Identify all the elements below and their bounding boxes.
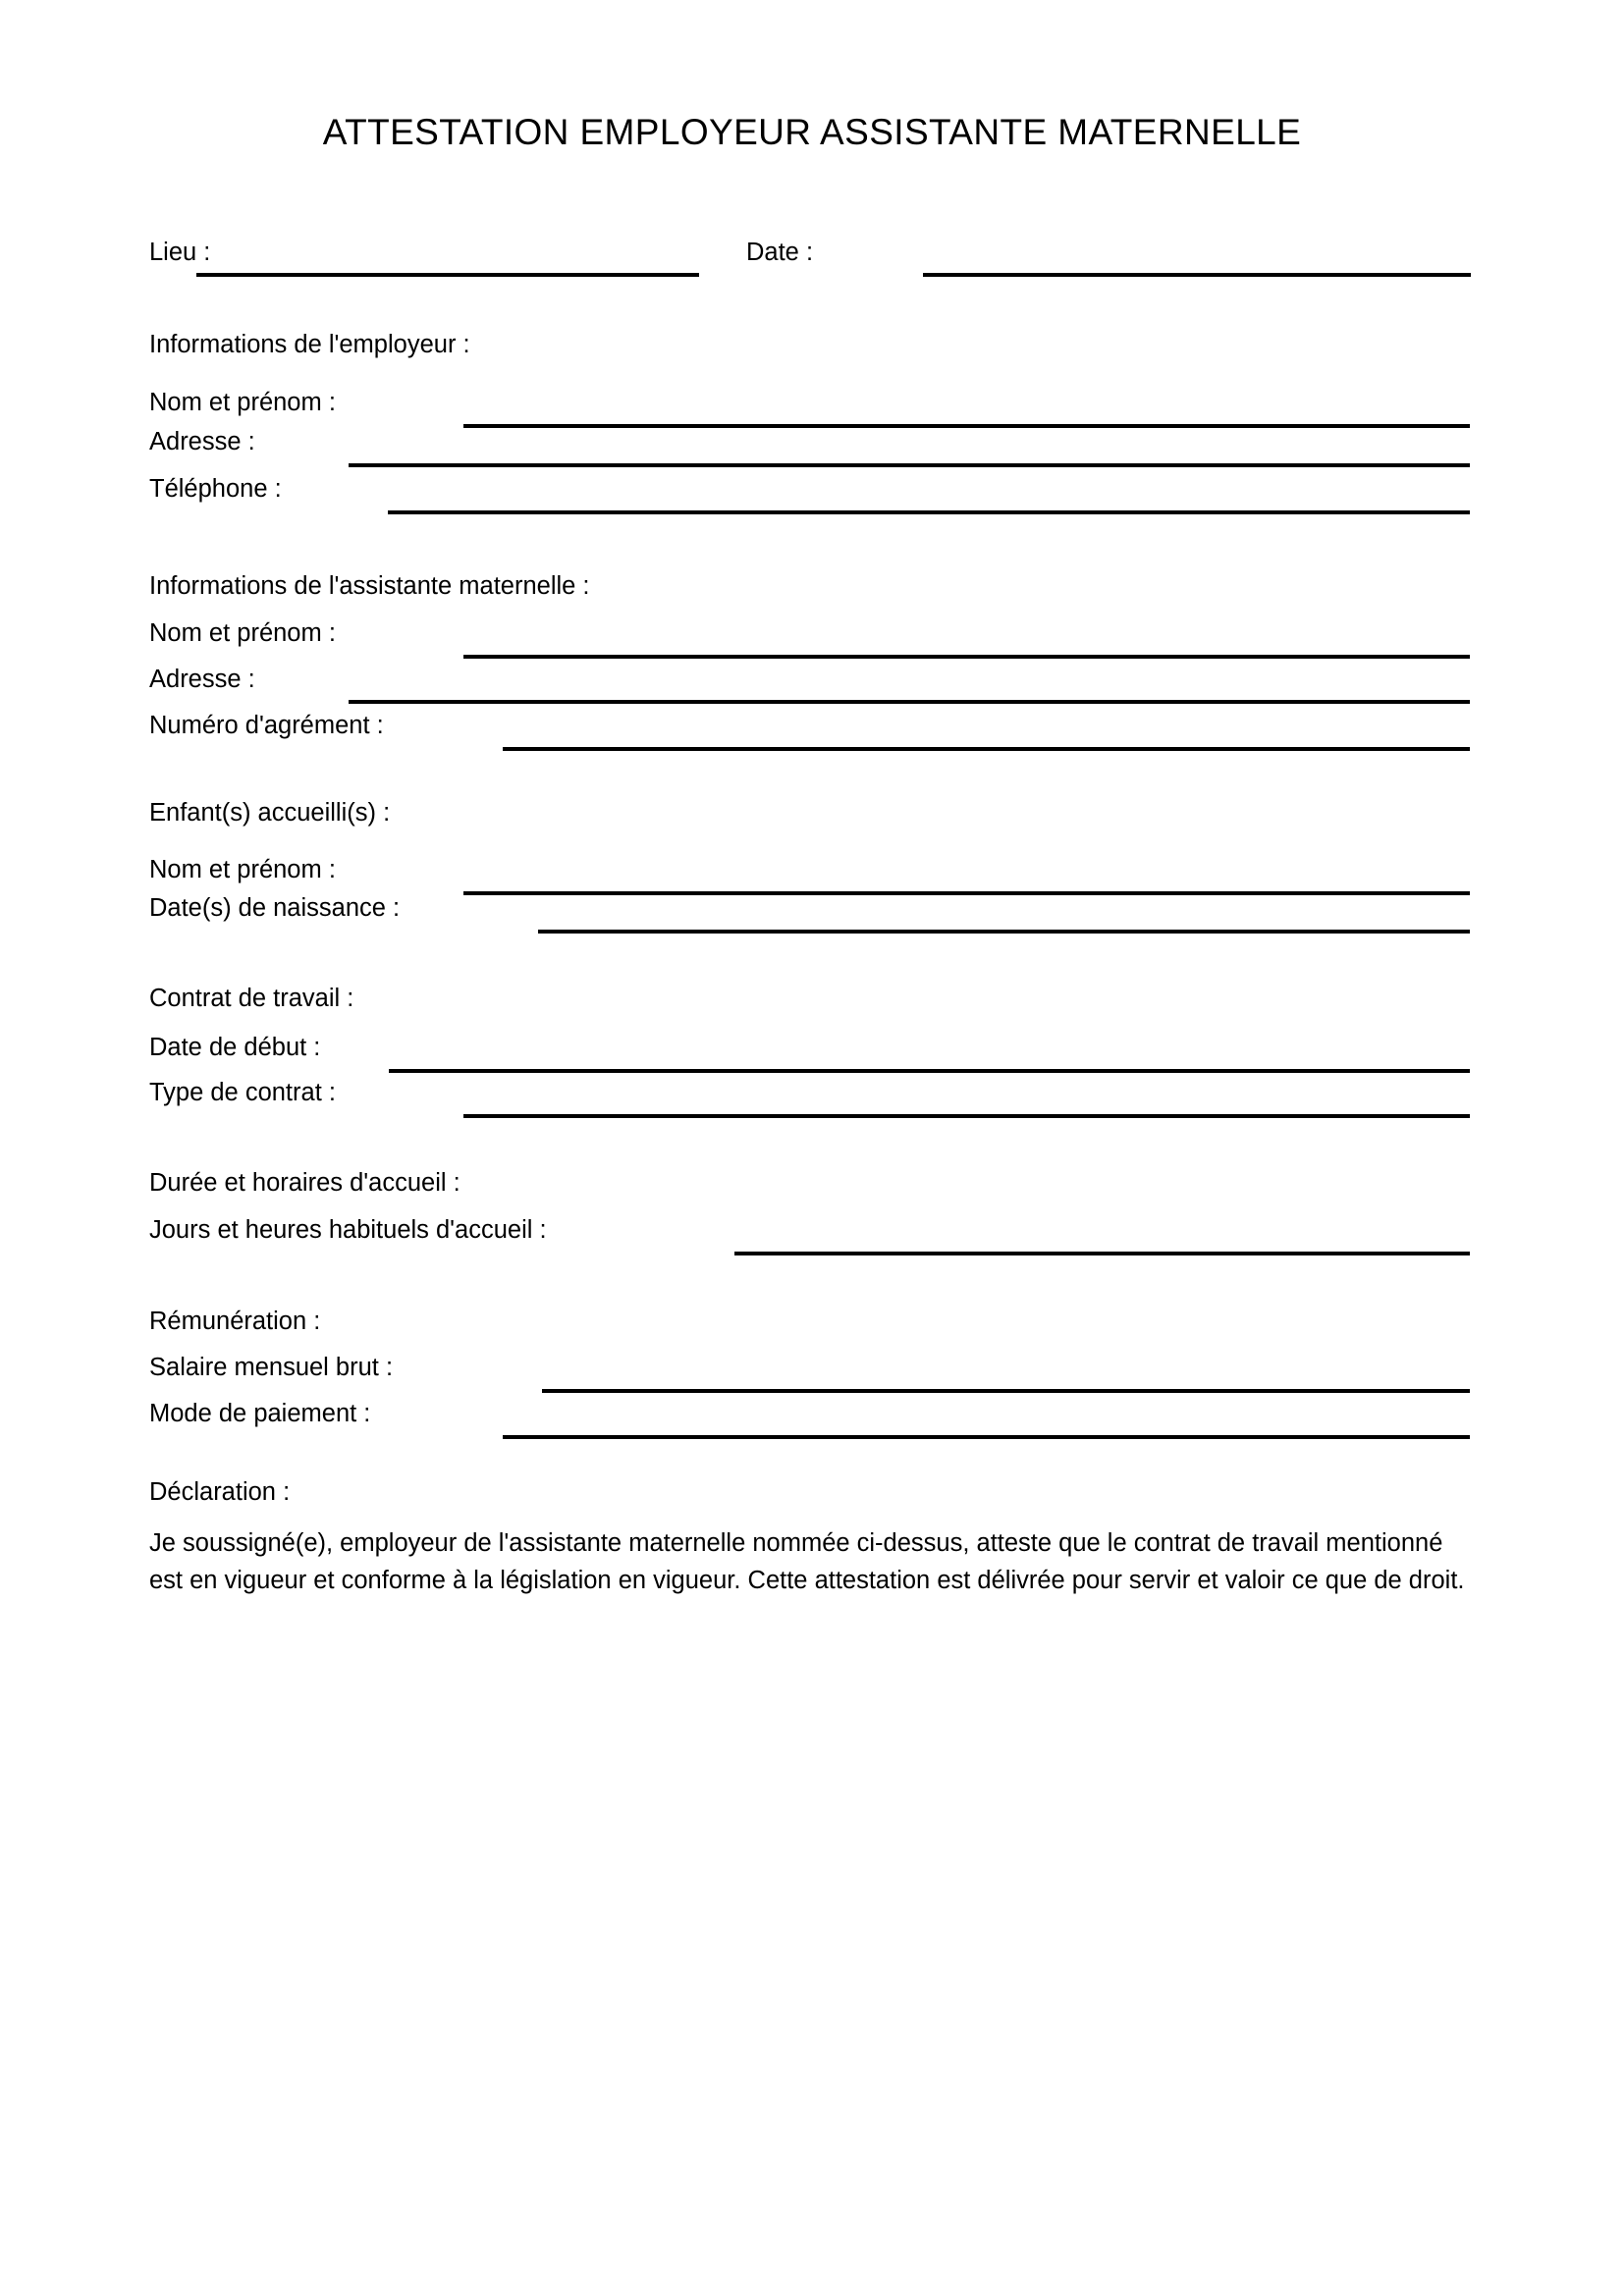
field-contract-type-rule[interactable] — [463, 1114, 1470, 1118]
section-heading-children: Enfant(s) accueilli(s) : — [149, 799, 391, 827]
declaration-paragraph: Je soussigné(e), employeur de l'assistante maternelle nommée ci-dessus, atteste que le contrat de travail mentionné est en vigueur et conforme à la législation en vigueur. Cette attestation est délivrée pour servir et valoir ce que de droit. — [149, 1529, 1465, 1594]
section-heading-declaration: Déclaration : — [149, 1478, 291, 1506]
field-usual-days-hours-rule[interactable] — [734, 1252, 1470, 1255]
field-childminder-approval-number-rule[interactable] — [503, 747, 1470, 751]
field-lieu-input-rule[interactable] — [196, 273, 699, 277]
label-childminder-name: Nom et prénom : — [149, 619, 336, 647]
page-title: ATTESTATION EMPLOYEUR ASSISTANTE MATERNELLE — [322, 112, 1302, 152]
label-gross-monthly-salary: Salaire mensuel brut : — [149, 1354, 394, 1381]
field-contract-start-date-rule[interactable] — [389, 1069, 1470, 1073]
label-payment-method: Mode de paiement : — [149, 1400, 371, 1427]
field-child-birthdates-rule[interactable] — [538, 930, 1470, 934]
field-employer-address-rule[interactable] — [349, 463, 1470, 467]
label-childminder-approval-number: Numéro d'agrément : — [149, 712, 384, 739]
field-date-input-rule[interactable] — [923, 273, 1471, 277]
section-heading-pay: Rémunération : — [149, 1308, 321, 1335]
label-contract-start-date: Date de début : — [149, 1034, 321, 1061]
label-employer-name: Nom et prénom : — [149, 389, 336, 416]
label-employer-address: Adresse : — [149, 428, 255, 455]
section-heading-employer: Informations de l'employeur : — [149, 331, 470, 358]
field-child-name-rule[interactable] — [463, 891, 1470, 895]
label-childminder-address: Adresse : — [149, 666, 255, 693]
field-payment-method-rule[interactable] — [503, 1435, 1470, 1439]
label-child-name: Nom et prénom : — [149, 856, 336, 883]
label-employer-phone: Téléphone : — [149, 475, 282, 503]
section-heading-schedule: Durée et horaires d'accueil : — [149, 1169, 460, 1197]
field-childminder-address-rule[interactable] — [349, 700, 1470, 704]
label-date: Date : — [746, 239, 814, 266]
section-heading-contract: Contrat de travail : — [149, 985, 354, 1012]
section-heading-childminder: Informations de l'assistante maternelle : — [149, 572, 590, 600]
field-employer-phone-rule[interactable] — [388, 510, 1470, 514]
field-childminder-name-rule[interactable] — [463, 655, 1470, 659]
label-usual-days-hours: Jours et heures habituels d'accueil : — [149, 1216, 547, 1244]
field-employer-name-rule[interactable] — [463, 424, 1470, 428]
label-child-birthdates: Date(s) de naissance : — [149, 894, 401, 922]
field-gross-monthly-salary-rule[interactable] — [542, 1389, 1470, 1393]
label-lieu: Lieu : — [149, 239, 211, 266]
label-contract-type: Type de contrat : — [149, 1079, 336, 1106]
